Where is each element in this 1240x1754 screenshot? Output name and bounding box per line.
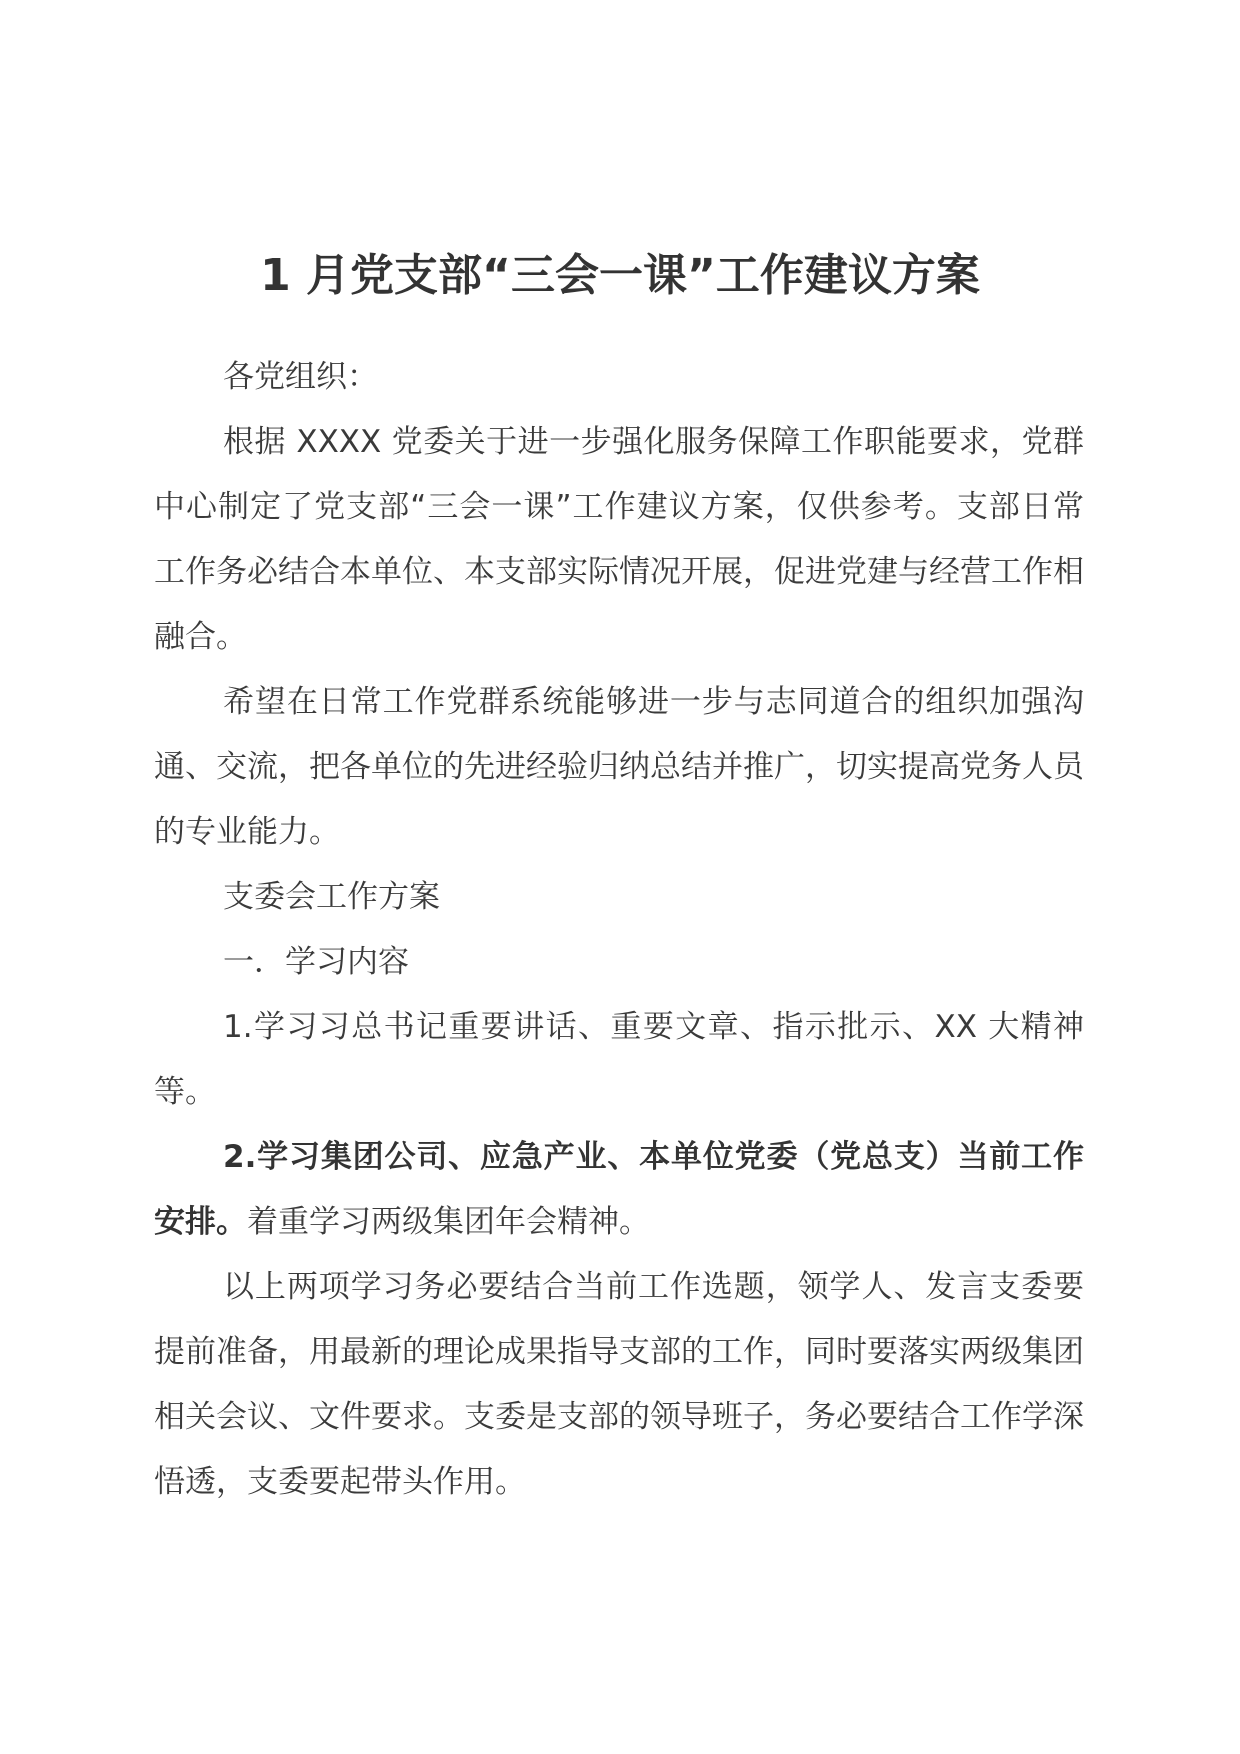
document-body [154, 345, 1084, 1515]
document-title: 1 月党支部“三会一课”工作建议方案 [260, 250, 980, 301]
salutation: 各党组织： [223, 359, 378, 395]
study-item-2 [154, 1125, 1084, 1255]
study-item-2-bold: 2.学习集团公司、应急产业、本单位党委（党总支）当前工作安排。 [154, 1139, 1084, 1240]
study-item-2-rest: 着重学习两级集团年会精神。 [247, 1204, 650, 1240]
hope-paragraph: 希望在日常工作党群系统能够进一步与志同道合的组织加强沟通、交流，把各单位的先进经验归纳总结并推广，切实提高党务人员的专业能力。 [154, 684, 1084, 850]
subsection-heading: 一．学习内容 [223, 944, 409, 980]
section-heading: 支委会工作方案 [223, 879, 440, 915]
intro-paragraph: 根据 XXXX 党委关于进一步强化服务保障工作职能要求，党群中心制定了党支部“三会一课”工作建议方案，仅供参考。支部日常工作务必结合本单位、本支部实际情况开展，促进党建与经营工作相融合。 [154, 424, 1084, 655]
study-item-1: 1.学习习总书记重要讲话、重要文章、指示批示、XX 大精神等。 [154, 1009, 1084, 1110]
closing-paragraph: 以上两项学习务必要结合当前工作选题，领学人、发言支委要提前准备，用最新的理论成果指导支部的工作，同时要落实两级集团相关会议、文件要求。支委是支部的领导班子，务必要结合工作学深悟透，支委要起带头作用。 [154, 1269, 1084, 1500]
